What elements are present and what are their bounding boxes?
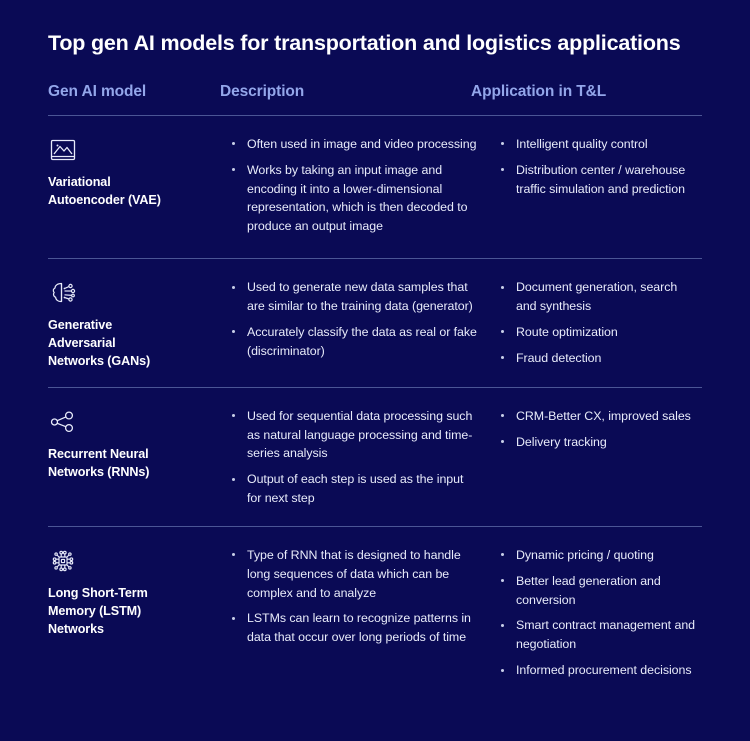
divider-row-2 xyxy=(48,387,702,388)
description-cell xyxy=(230,278,499,360)
list-item: Distribution center / warehouse traffic simulation and prediction xyxy=(499,161,698,199)
model-name-line: Memory (LSTM) xyxy=(48,603,142,618)
application-cell xyxy=(499,278,702,367)
divider-row-1 xyxy=(48,258,702,259)
table-row xyxy=(48,259,702,387)
list-item: Smart contract management and negotiation xyxy=(499,616,698,654)
page-title: Top gen AI models for transportation and logistics applications xyxy=(48,31,681,55)
models-table xyxy=(48,83,702,696)
list-item: CRM-Better CX, improved sales xyxy=(499,407,698,426)
list-item: Works by taking an input image and encoding it into a lower-dimensional representation, which is then decoded to produce an output image xyxy=(230,161,481,236)
list-item: Informed procurement decisions xyxy=(499,661,698,680)
column-header-description: Description xyxy=(220,82,305,100)
description-cell xyxy=(230,135,499,236)
application-cell xyxy=(499,407,702,452)
list-item: Document generation, search and synthesis xyxy=(499,278,698,316)
model-name-line: Networks (RNNs) xyxy=(48,464,150,479)
list-item: Used to generate new data samples that are similar to the training data (generator) xyxy=(230,278,481,316)
model-name xyxy=(48,585,220,639)
list-item: Type of RNN that is designed to handle long sequences of data which can be complex and to analyze xyxy=(230,546,481,603)
application-cell xyxy=(499,546,702,680)
description-list xyxy=(230,135,481,236)
application-list xyxy=(499,407,698,452)
description-list xyxy=(230,278,481,360)
model-name-line: Adversarial xyxy=(48,335,116,350)
table-row xyxy=(48,388,702,526)
model-name xyxy=(48,174,220,210)
list-item: Better lead generation and conversion xyxy=(499,572,698,610)
application-cell xyxy=(499,135,702,199)
divider-header xyxy=(48,115,702,116)
list-item: Used for sequential data processing such as natural language processing and time-series analysis xyxy=(230,407,481,464)
model-cell xyxy=(48,135,230,210)
model-name xyxy=(48,317,220,371)
list-item: Delivery tracking xyxy=(499,433,698,452)
description-list xyxy=(230,407,481,508)
model-name-line: Networks xyxy=(48,621,104,636)
image-photo-icon xyxy=(48,135,78,165)
application-list xyxy=(499,135,698,199)
brain-circuit-icon xyxy=(48,278,78,308)
description-list xyxy=(230,546,481,647)
model-cell xyxy=(48,278,230,371)
divider-row-3 xyxy=(48,526,702,527)
list-item: Output of each step is used as the input for next step xyxy=(230,470,481,508)
table-row xyxy=(48,527,702,696)
column-header-model: Gen AI model xyxy=(48,82,147,100)
model-cell xyxy=(48,407,230,482)
description-cell xyxy=(230,407,499,508)
description-cell xyxy=(230,546,499,647)
list-item: Accurately classify the data as real or fake (discriminator) xyxy=(230,323,481,361)
network-share-nodes-icon xyxy=(48,407,78,437)
model-cell xyxy=(48,546,230,639)
application-list xyxy=(499,546,698,680)
model-name-line: Networks (GANs) xyxy=(48,353,151,368)
model-name-line: Long Short-Term xyxy=(48,585,148,600)
list-item: Fraud detection xyxy=(499,349,698,368)
model-name-line: Recurrent Neural xyxy=(48,446,149,461)
chip-processor-icon xyxy=(48,546,78,576)
list-item: Often used in image and video processing xyxy=(230,135,481,154)
model-name xyxy=(48,446,220,482)
model-name-line: Generative xyxy=(48,318,113,333)
list-item: LSTMs can learn to recognize patterns in data that occur over long periods of time xyxy=(230,609,481,647)
list-item: Dynamic pricing / quoting xyxy=(499,546,698,565)
list-item: Intelligent quality control xyxy=(499,135,698,154)
model-name-line: Variational xyxy=(48,174,111,189)
column-header-application: Application in T&L xyxy=(471,82,607,100)
table-row xyxy=(48,116,702,258)
table-header-row xyxy=(48,83,702,115)
application-list xyxy=(499,278,698,367)
list-item: Route optimization xyxy=(499,323,698,342)
model-name-line: Autoencoder (VAE) xyxy=(48,192,161,207)
